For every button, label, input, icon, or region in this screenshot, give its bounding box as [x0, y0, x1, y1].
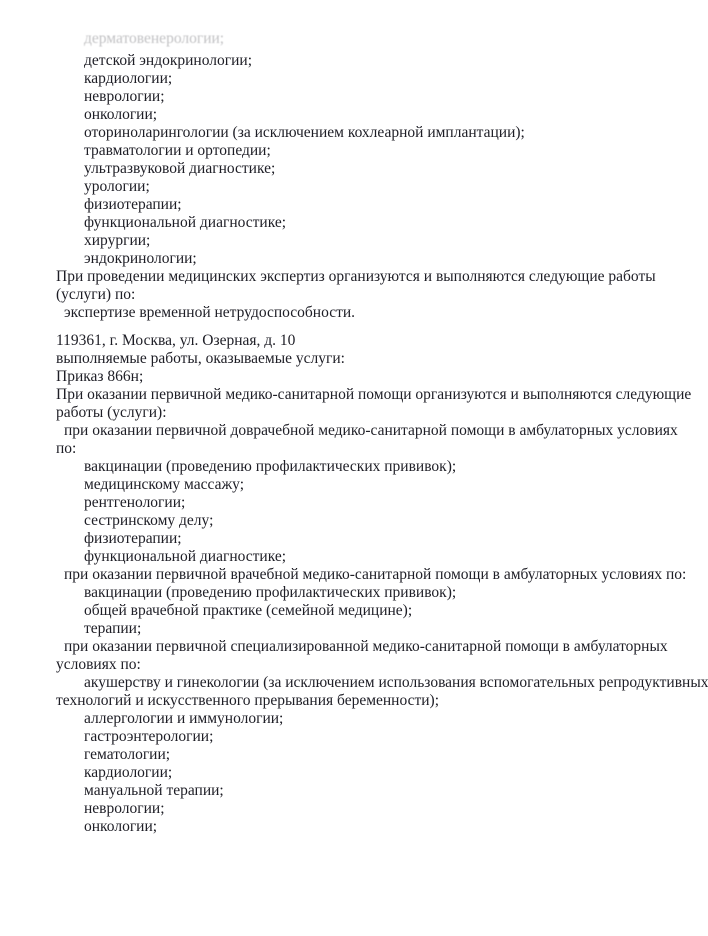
document-line: терапии; — [84, 620, 142, 637]
document-line: физиотерапии; — [84, 530, 182, 547]
document-line: Приказ 866н; — [56, 368, 144, 385]
document-line: по: — [56, 440, 77, 457]
document-line: неврологии; — [84, 800, 165, 817]
document-line: при оказании первичной доврачебной медико-санитарной помощи в амбулаторных условиях — [64, 422, 678, 439]
document-line: вакцинации (проведению профилактических прививок); — [84, 584, 457, 601]
document-line: рентгенологии; — [84, 494, 186, 511]
document-body — [56, 52, 708, 836]
document-line: физиотерапии; — [84, 196, 182, 213]
document-line: при оказании первичной врачебной медико-санитарной помощи в амбулаторных условиях по: — [64, 566, 687, 583]
document-line: кардиологии; — [84, 764, 173, 781]
document-line: при оказании первичной специализированной медико-санитарной помощи в амбулаторных — [64, 638, 668, 655]
document-line: неврологии; — [84, 88, 165, 105]
document-line: онкологии; — [84, 818, 158, 835]
document-line: условиях по: — [56, 656, 141, 673]
document-line: экспертизе временной нетрудоспособности. — [64, 304, 356, 321]
document-line: медицинскому массажу; — [84, 476, 245, 493]
top-clipped-line — [84, 30, 225, 49]
document-line: гематологии; — [84, 746, 171, 763]
document-line: (услуги) по: — [56, 286, 136, 303]
document-line: урологии; — [84, 178, 150, 195]
document-line: ультразвуковой диагностике; — [84, 160, 276, 177]
document-line: мануальной терапии; — [84, 782, 224, 799]
document-line: работы (услуги): — [56, 404, 167, 421]
document-line: аллергологии и иммунологии; — [84, 710, 284, 727]
document-line: эндокринологии; — [84, 250, 197, 267]
document-line: кардиологии; — [84, 70, 173, 87]
document-line: гастроэнтерологии; — [84, 728, 214, 745]
document-line: выполняемые работы, оказываемые услуги: — [56, 350, 345, 367]
document-line: онкологии; — [84, 106, 158, 123]
document-line: При проведении медицинских экспертиз организуются и выполняются следующие работы — [56, 268, 656, 285]
document-line: 119361, г. Москва, ул. Озерная, д. 10 — [56, 332, 296, 349]
top-clipped-line-text: дерматовенерологии; — [84, 30, 225, 47]
document-line: сестринскому делу; — [84, 512, 214, 529]
document-line: При оказании первичной медико-санитарной помощи организуются и выполняются следующие — [56, 386, 692, 403]
document-line: технологий и искусственного прерывания беременности); — [56, 692, 440, 709]
document-line: акушерству и гинекологии (за исключением использования вспомогательных репродуктивных — [84, 674, 708, 691]
document-line: общей врачебной практике (семейной медицине); — [84, 602, 413, 619]
document-line: травматологии и ортопедии; — [84, 142, 271, 159]
document-line: детской эндокринологии; — [84, 52, 253, 69]
document-line: функциональной диагностике; — [84, 214, 287, 231]
document-line: вакцинации (проведению профилактических прививок); — [84, 458, 457, 475]
document-line: хирургии; — [84, 232, 151, 249]
document-line: оториноларингологии (за исключением кохлеарной имплантации); — [84, 124, 525, 141]
blank-line — [56, 322, 693, 332]
document-line: функциональной диагностике; — [84, 548, 287, 565]
